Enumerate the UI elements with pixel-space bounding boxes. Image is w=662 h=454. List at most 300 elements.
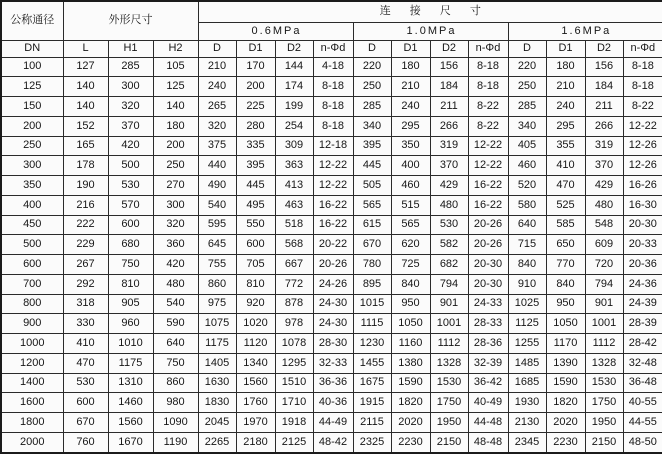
value-cell: 1405 <box>198 353 236 373</box>
value-cell: 1750 <box>430 393 468 413</box>
value-cell: 165 <box>63 136 108 156</box>
value-cell: 1020 <box>236 314 275 334</box>
value-cell: 810 <box>108 274 153 294</box>
value-cell: 16-22 <box>468 176 508 196</box>
value-cell: 12-22 <box>468 156 508 176</box>
value-cell: 285 <box>108 57 153 77</box>
value-cell: 222 <box>63 215 108 235</box>
value-cell: 395 <box>236 156 275 176</box>
column-header-1-l: L <box>63 40 108 57</box>
column-header-9-d1: D1 <box>391 40 430 57</box>
value-cell: 530 <box>430 215 468 235</box>
value-cell: 184 <box>585 77 623 97</box>
header-pressure-1-6mpa: 1.6MPa <box>508 22 662 40</box>
value-cell: 1175 <box>108 353 153 373</box>
value-cell: 40-55 <box>623 393 662 413</box>
value-cell: 210 <box>546 77 585 97</box>
value-cell: 500 <box>108 156 153 176</box>
value-cell: 16-22 <box>313 215 353 235</box>
value-cell: 1675 <box>353 373 391 393</box>
value-cell: 20-36 <box>623 255 662 275</box>
dn-cell: 250 <box>1 136 63 156</box>
value-cell: 300 <box>108 77 153 97</box>
value-cell: 550 <box>236 215 275 235</box>
column-header-15-nd: n-Φd <box>623 40 662 57</box>
value-cell: 750 <box>153 353 198 373</box>
value-cell: 48-50 <box>623 432 662 453</box>
table-row <box>1 314 662 334</box>
value-cell: 530 <box>108 176 153 196</box>
table-row <box>1 432 662 453</box>
value-cell: 8-22 <box>623 97 662 117</box>
value-cell: 568 <box>275 235 313 255</box>
value-cell: 1380 <box>391 353 430 373</box>
header-pressure-0-6mpa: 0.6MPa <box>198 22 353 40</box>
value-cell: 1050 <box>546 314 585 334</box>
value-cell: 429 <box>585 176 623 196</box>
value-cell: 667 <box>275 255 313 275</box>
value-cell: 44-55 <box>623 413 662 433</box>
value-cell: 413 <box>275 176 313 196</box>
value-cell: 211 <box>585 97 623 117</box>
value-cell: 525 <box>546 195 585 215</box>
value-cell: 2150 <box>585 432 623 453</box>
value-cell: 12-22 <box>468 136 508 156</box>
value-cell: 240 <box>391 97 430 117</box>
value-cell: 28-42 <box>623 334 662 354</box>
value-cell: 280 <box>236 116 275 136</box>
value-cell: 12-18 <box>313 136 353 156</box>
value-cell: 20-30 <box>468 255 508 275</box>
value-cell: 320 <box>108 97 153 117</box>
value-cell: 335 <box>236 136 275 156</box>
value-cell: 152 <box>63 116 108 136</box>
value-cell: 565 <box>391 215 430 235</box>
value-cell: 210 <box>198 57 236 77</box>
value-cell: 1710 <box>275 393 313 413</box>
value-cell: 720 <box>585 255 623 275</box>
value-cell: 1530 <box>430 373 468 393</box>
value-cell: 1175 <box>198 334 236 354</box>
value-cell: 505 <box>353 176 391 196</box>
value-cell: 225 <box>236 97 275 117</box>
value-cell: 595 <box>198 215 236 235</box>
value-cell: 420 <box>153 255 198 275</box>
value-cell: 8-22 <box>468 97 508 117</box>
value-cell: 140 <box>153 97 198 117</box>
value-cell: 285 <box>353 97 391 117</box>
value-cell: 40-49 <box>468 393 508 413</box>
value-cell: 44-49 <box>313 413 353 433</box>
value-cell: 760 <box>63 432 108 453</box>
value-cell: 292 <box>63 274 108 294</box>
value-cell: 340 <box>353 116 391 136</box>
dn-cell: 1600 <box>1 393 63 413</box>
table-row <box>1 373 662 393</box>
value-cell: 670 <box>353 235 391 255</box>
dn-cell: 300 <box>1 156 63 176</box>
value-cell: 1010 <box>108 334 153 354</box>
value-cell: 540 <box>153 294 198 314</box>
value-cell: 429 <box>430 176 468 196</box>
value-cell: 480 <box>585 195 623 215</box>
column-header-5-d1: D1 <box>236 40 275 57</box>
table-row <box>1 353 662 373</box>
value-cell: 1930 <box>508 393 546 413</box>
dn-cell: 900 <box>1 314 63 334</box>
value-cell: 285 <box>508 97 546 117</box>
value-cell: 2150 <box>430 432 468 453</box>
value-cell: 330 <box>63 314 108 334</box>
value-cell: 320 <box>153 215 198 235</box>
value-cell: 840 <box>546 274 585 294</box>
value-cell: 28-33 <box>468 314 508 334</box>
value-cell: 140 <box>63 97 108 117</box>
value-cell: 905 <box>108 294 153 314</box>
value-cell: 1560 <box>236 373 275 393</box>
value-cell: 180 <box>391 57 430 77</box>
value-cell: 370 <box>108 116 153 136</box>
value-cell: 48-42 <box>313 432 353 453</box>
value-cell: 144 <box>275 57 313 77</box>
column-header-0-dn: DN <box>1 40 63 57</box>
value-cell: 1001 <box>585 314 623 334</box>
value-cell: 440 <box>198 156 236 176</box>
value-cell: 1328 <box>585 353 623 373</box>
value-cell: 370 <box>585 156 623 176</box>
header-group-row <box>1 1 662 22</box>
table-row <box>1 294 662 314</box>
value-cell: 1170 <box>546 334 585 354</box>
value-cell: 8-18 <box>313 77 353 97</box>
table-row <box>1 176 662 196</box>
value-cell: 200 <box>236 77 275 97</box>
value-cell: 810 <box>236 274 275 294</box>
value-cell: 250 <box>353 77 391 97</box>
value-cell: 360 <box>153 235 198 255</box>
value-cell: 609 <box>585 235 623 255</box>
value-cell: 1560 <box>108 413 153 433</box>
value-cell: 350 <box>391 136 430 156</box>
dn-cell: 1000 <box>1 334 63 354</box>
dn-cell: 700 <box>1 274 63 294</box>
value-cell: 548 <box>585 215 623 235</box>
value-cell: 127 <box>63 57 108 77</box>
value-cell: 4-18 <box>313 57 353 77</box>
value-cell: 2045 <box>198 413 236 433</box>
value-cell: 645 <box>198 235 236 255</box>
table-row <box>1 136 662 156</box>
value-cell: 295 <box>391 116 430 136</box>
dn-cell: 500 <box>1 235 63 255</box>
value-cell: 840 <box>508 255 546 275</box>
value-cell: 950 <box>391 294 430 314</box>
value-cell: 319 <box>585 136 623 156</box>
value-cell: 570 <box>108 195 153 215</box>
value-cell: 670 <box>63 413 108 433</box>
value-cell: 265 <box>198 97 236 117</box>
value-cell: 445 <box>353 156 391 176</box>
value-cell: 240 <box>546 97 585 117</box>
value-cell: 1460 <box>108 393 153 413</box>
value-cell: 1530 <box>585 373 623 393</box>
dn-cell: 100 <box>1 57 63 77</box>
value-cell: 105 <box>153 57 198 77</box>
value-cell: 1455 <box>353 353 391 373</box>
value-cell: 1112 <box>585 334 623 354</box>
value-cell: 16-30 <box>623 195 662 215</box>
value-cell: 32-33 <box>313 353 353 373</box>
value-cell: 1090 <box>153 413 198 433</box>
value-cell: 220 <box>508 57 546 77</box>
value-cell: 615 <box>353 215 391 235</box>
value-cell: 363 <box>275 156 313 176</box>
value-cell: 1830 <box>198 393 236 413</box>
column-header-3-h2: H2 <box>153 40 198 57</box>
value-cell: 24-30 <box>313 314 353 334</box>
value-cell: 267 <box>63 255 108 275</box>
value-cell: 1630 <box>198 373 236 393</box>
value-cell: 2230 <box>391 432 430 453</box>
value-cell: 620 <box>391 235 430 255</box>
table-row <box>1 215 662 235</box>
value-cell: 20-33 <box>623 235 662 255</box>
column-header-7-nd: n-Φd <box>313 40 353 57</box>
header-pressure-1-0mpa: 1.0MPa <box>353 22 508 40</box>
column-header-6-d2: D2 <box>275 40 313 57</box>
table-row <box>1 393 662 413</box>
value-cell: 320 <box>198 116 236 136</box>
value-cell: 705 <box>236 255 275 275</box>
value-cell: 12-22 <box>313 156 353 176</box>
value-cell: 960 <box>108 314 153 334</box>
column-header-2-h1: H1 <box>108 40 153 57</box>
value-cell: 794 <box>430 274 468 294</box>
value-cell: 32-39 <box>468 353 508 373</box>
value-cell: 405 <box>508 136 546 156</box>
value-cell: 1390 <box>546 353 585 373</box>
table-row <box>1 156 662 176</box>
value-cell: 1750 <box>585 393 623 413</box>
value-cell: 12-26 <box>623 156 662 176</box>
value-cell: 174 <box>275 77 313 97</box>
value-cell: 565 <box>353 195 391 215</box>
table-row <box>1 334 662 354</box>
value-cell: 445 <box>236 176 275 196</box>
value-cell: 600 <box>108 215 153 235</box>
value-cell: 1025 <box>508 294 546 314</box>
header-nominal-diameter: 公称通径 <box>1 1 63 40</box>
dn-cell: 350 <box>1 176 63 196</box>
value-cell: 1820 <box>546 393 585 413</box>
value-cell: 24-33 <box>468 294 508 314</box>
dn-cell: 1400 <box>1 373 63 393</box>
value-cell: 580 <box>508 195 546 215</box>
value-cell: 36-48 <box>623 373 662 393</box>
value-cell: 24-26 <box>313 274 353 294</box>
value-cell: 199 <box>275 97 313 117</box>
dn-cell: 400 <box>1 195 63 215</box>
value-cell: 470 <box>546 176 585 196</box>
value-cell: 840 <box>391 274 430 294</box>
table-row <box>1 274 662 294</box>
value-cell: 520 <box>508 176 546 196</box>
value-cell: 770 <box>546 255 585 275</box>
value-cell: 515 <box>391 195 430 215</box>
value-cell: 190 <box>63 176 108 196</box>
value-cell: 200 <box>153 136 198 156</box>
value-cell: 950 <box>546 294 585 314</box>
value-cell: 8-18 <box>468 77 508 97</box>
value-cell: 1915 <box>353 393 391 413</box>
table-row <box>1 413 662 433</box>
column-header-4-d: D <box>198 40 236 57</box>
value-cell: 28-36 <box>468 334 508 354</box>
header-connection-dimensions: 连 接 尺 寸 <box>198 1 662 22</box>
value-cell: 1590 <box>391 373 430 393</box>
value-cell: 36-36 <box>313 373 353 393</box>
value-cell: 16-22 <box>313 195 353 215</box>
dn-cell: 200 <box>1 116 63 136</box>
column-header-14-d2: D2 <box>585 40 623 57</box>
value-cell: 460 <box>391 176 430 196</box>
value-cell: 1050 <box>391 314 430 334</box>
value-cell: 20-26 <box>468 215 508 235</box>
value-cell: 860 <box>198 274 236 294</box>
value-cell: 420 <box>108 136 153 156</box>
value-cell: 1075 <box>198 314 236 334</box>
value-cell: 860 <box>153 373 198 393</box>
table-body <box>1 57 662 453</box>
value-cell: 582 <box>430 235 468 255</box>
column-header-13-d1: D1 <box>546 40 585 57</box>
value-cell: 640 <box>508 215 546 235</box>
value-cell: 28-30 <box>313 334 353 354</box>
value-cell: 640 <box>153 334 198 354</box>
dn-cell: 150 <box>1 97 63 117</box>
value-cell: 20-30 <box>468 274 508 294</box>
value-cell: 229 <box>63 235 108 255</box>
value-cell: 2180 <box>236 432 275 453</box>
value-cell: 32-48 <box>623 353 662 373</box>
value-cell: 1160 <box>391 334 430 354</box>
value-cell: 1295 <box>275 353 313 373</box>
value-cell: 1950 <box>430 413 468 433</box>
value-cell: 400 <box>391 156 430 176</box>
value-cell: 1685 <box>508 373 546 393</box>
value-cell: 490 <box>198 176 236 196</box>
table-row <box>1 195 662 215</box>
value-cell: 240 <box>198 77 236 97</box>
table-row <box>1 97 662 117</box>
dn-cell: 600 <box>1 255 63 275</box>
dn-cell: 2000 <box>1 432 63 453</box>
table-row <box>1 235 662 255</box>
value-cell: 715 <box>508 235 546 255</box>
table-header <box>1 1 662 57</box>
value-cell: 1015 <box>353 294 391 314</box>
value-cell: 1950 <box>585 413 623 433</box>
value-cell: 978 <box>275 314 313 334</box>
value-cell: 600 <box>63 393 108 413</box>
value-cell: 1190 <box>153 432 198 453</box>
value-cell: 2265 <box>198 432 236 453</box>
value-cell: 1670 <box>108 432 153 453</box>
value-cell: 794 <box>585 274 623 294</box>
table-row <box>1 57 662 77</box>
value-cell: 12-22 <box>313 176 353 196</box>
value-cell: 901 <box>430 294 468 314</box>
value-cell: 680 <box>108 235 153 255</box>
value-cell: 2115 <box>353 413 391 433</box>
value-cell: 16-26 <box>623 176 662 196</box>
value-cell: 530 <box>63 373 108 393</box>
value-cell: 40-36 <box>313 393 353 413</box>
value-cell: 300 <box>153 195 198 215</box>
value-cell: 180 <box>153 116 198 136</box>
value-cell: 36-42 <box>468 373 508 393</box>
dn-cell: 1200 <box>1 353 63 373</box>
value-cell: 295 <box>546 116 585 136</box>
value-cell: 878 <box>275 294 313 314</box>
value-cell: 1125 <box>508 314 546 334</box>
column-header-10-d2: D2 <box>430 40 468 57</box>
value-cell: 340 <box>508 116 546 136</box>
value-cell: 480 <box>153 274 198 294</box>
value-cell: 266 <box>585 116 623 136</box>
value-cell: 901 <box>585 294 623 314</box>
value-cell: 590 <box>153 314 198 334</box>
value-cell: 178 <box>63 156 108 176</box>
value-cell: 309 <box>275 136 313 156</box>
value-cell: 12-22 <box>623 116 662 136</box>
value-cell: 8-18 <box>468 57 508 77</box>
table-row <box>1 255 662 275</box>
value-cell: 20-26 <box>468 235 508 255</box>
value-cell: 2345 <box>508 432 546 453</box>
value-cell: 210 <box>391 77 430 97</box>
value-cell: 250 <box>508 77 546 97</box>
value-cell: 24-39 <box>623 294 662 314</box>
header-subcolumn-row <box>1 40 662 57</box>
value-cell: 1115 <box>353 314 391 334</box>
dn-cell: 1800 <box>1 413 63 433</box>
value-cell: 375 <box>198 136 236 156</box>
value-cell: 980 <box>153 393 198 413</box>
value-cell: 1120 <box>236 334 275 354</box>
value-cell: 480 <box>430 195 468 215</box>
value-cell: 355 <box>546 136 585 156</box>
value-cell: 2325 <box>353 432 391 453</box>
value-cell: 184 <box>430 77 468 97</box>
value-cell: 920 <box>236 294 275 314</box>
value-cell: 1001 <box>430 314 468 334</box>
value-cell: 254 <box>275 116 313 136</box>
value-cell: 20-26 <box>313 255 353 275</box>
value-cell: 518 <box>275 215 313 235</box>
value-cell: 156 <box>430 57 468 77</box>
value-cell: 1078 <box>275 334 313 354</box>
value-cell: 410 <box>546 156 585 176</box>
value-cell: 1310 <box>108 373 153 393</box>
value-cell: 410 <box>63 334 108 354</box>
value-cell: 8-18 <box>313 116 353 136</box>
value-cell: 682 <box>430 255 468 275</box>
value-cell: 910 <box>508 274 546 294</box>
dn-cell: 800 <box>1 294 63 314</box>
value-cell: 1820 <box>391 393 430 413</box>
value-cell: 8-22 <box>468 116 508 136</box>
